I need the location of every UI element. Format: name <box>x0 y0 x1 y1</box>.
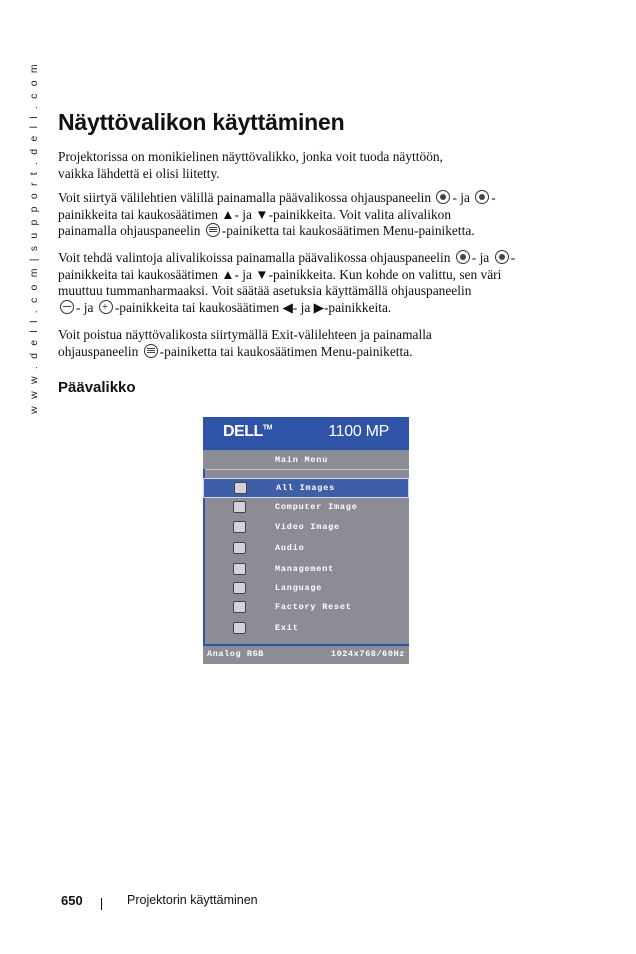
osd-menu-item-label: Exit <box>275 623 299 633</box>
osd-menu-item[interactable] <box>203 478 409 498</box>
paragraph-navigate: Voit siirtyä välilehtien välillä painamalla päävalikossa ohjauspaneelin - ja - painikkeita tai kaukosäätimen ▲- ja ▼-painikkeita. Voit valita alivalikon painamalla ohjauspaneelin -painiketta tai kaukosäätimen Menu-painiketta. <box>58 190 496 238</box>
exit-icon <box>233 622 246 634</box>
osd-main-menu-screenshot <box>203 417 409 662</box>
paragraph-select: Voit tehdä valintoja alivalikoissa painamalla päävalikossa ohjauspaneelin - ja - painikkeita tai kaukosäätimen ▲- ja ▼-painikkeita. Kun kohde on valittu, sen väri muuttuu tummanharmaaksi. Voit säätää asetuksia käyttämällä ohjauspaneelin - ja -painikkeita tai kaukosäätimen ◀- ja ▶-painikkeita. <box>58 250 516 315</box>
footer-section: Projektorin käyttäminen <box>127 893 258 907</box>
osd-menu-item-label: Audio <box>275 543 305 553</box>
up-button-icon <box>436 190 450 204</box>
osd-menu-item-label: Factory Reset <box>275 602 352 612</box>
model-name: 1100 MP <box>328 423 389 440</box>
up-button-icon <box>456 250 470 264</box>
language-icon <box>233 582 246 594</box>
osd-menu-item[interactable] <box>203 539 409 557</box>
footer-divider <box>101 898 102 910</box>
management-icon <box>233 563 246 575</box>
video-image-icon <box>233 521 246 533</box>
osd-menu-item-label: Language <box>275 583 323 593</box>
paragraph-exit: Voit poistua näyttövalikosta siirtymällä Exit-välilehteen ja painamalla ohjauspaneelin -painiketta tai kaukosäätimen Menu-painiketta. <box>58 327 432 359</box>
down-button-icon <box>495 250 509 264</box>
factory-reset-icon <box>233 601 246 613</box>
side-url-text: w w w . d e l l . c o m | s u p p o r t . d e l l . c o m <box>28 62 40 414</box>
osd-resolution: 1024x768/60Hz <box>330 649 405 659</box>
osd-menu-item[interactable] <box>203 598 409 616</box>
osd-menu-item-label: Computer Image <box>275 502 358 512</box>
audio-icon <box>233 542 246 554</box>
osd-header <box>203 417 409 450</box>
dell-logo: DELL™ <box>223 423 272 440</box>
osd-menu-title: Main Menu <box>203 451 409 470</box>
osd-menu-item[interactable] <box>203 560 409 578</box>
paragraph-intro: Projektorissa on monikielinen näyttövalikko, jonka voit tuoda näyttöön, vaikka lähdettä ei olisi liitetty. <box>58 149 443 181</box>
osd-menu-item-label: Video Image <box>275 522 340 532</box>
osd-status-bar <box>203 644 409 664</box>
osd-menu-item-label: Management <box>275 564 335 574</box>
plus-button-icon <box>99 300 113 314</box>
minus-button-icon <box>60 300 74 314</box>
osd-menu-item[interactable] <box>203 518 409 536</box>
osd-menu-item[interactable] <box>203 579 409 597</box>
down-button-icon <box>475 190 489 204</box>
menu-button-icon <box>206 223 220 237</box>
osd-source: Analog RGB <box>207 649 265 659</box>
page-number: 650 <box>61 893 83 908</box>
page-title: Näyttövalikon käyttäminen <box>58 109 345 135</box>
osd-menu-item-label: All Images <box>276 483 336 493</box>
computer-image-icon <box>233 501 246 513</box>
menu-button-icon <box>144 344 158 358</box>
section-heading: Päävalikko <box>58 379 136 396</box>
osd-menu-item[interactable] <box>203 498 409 516</box>
osd-menu-item[interactable] <box>203 619 409 637</box>
all-images-icon <box>234 482 247 494</box>
